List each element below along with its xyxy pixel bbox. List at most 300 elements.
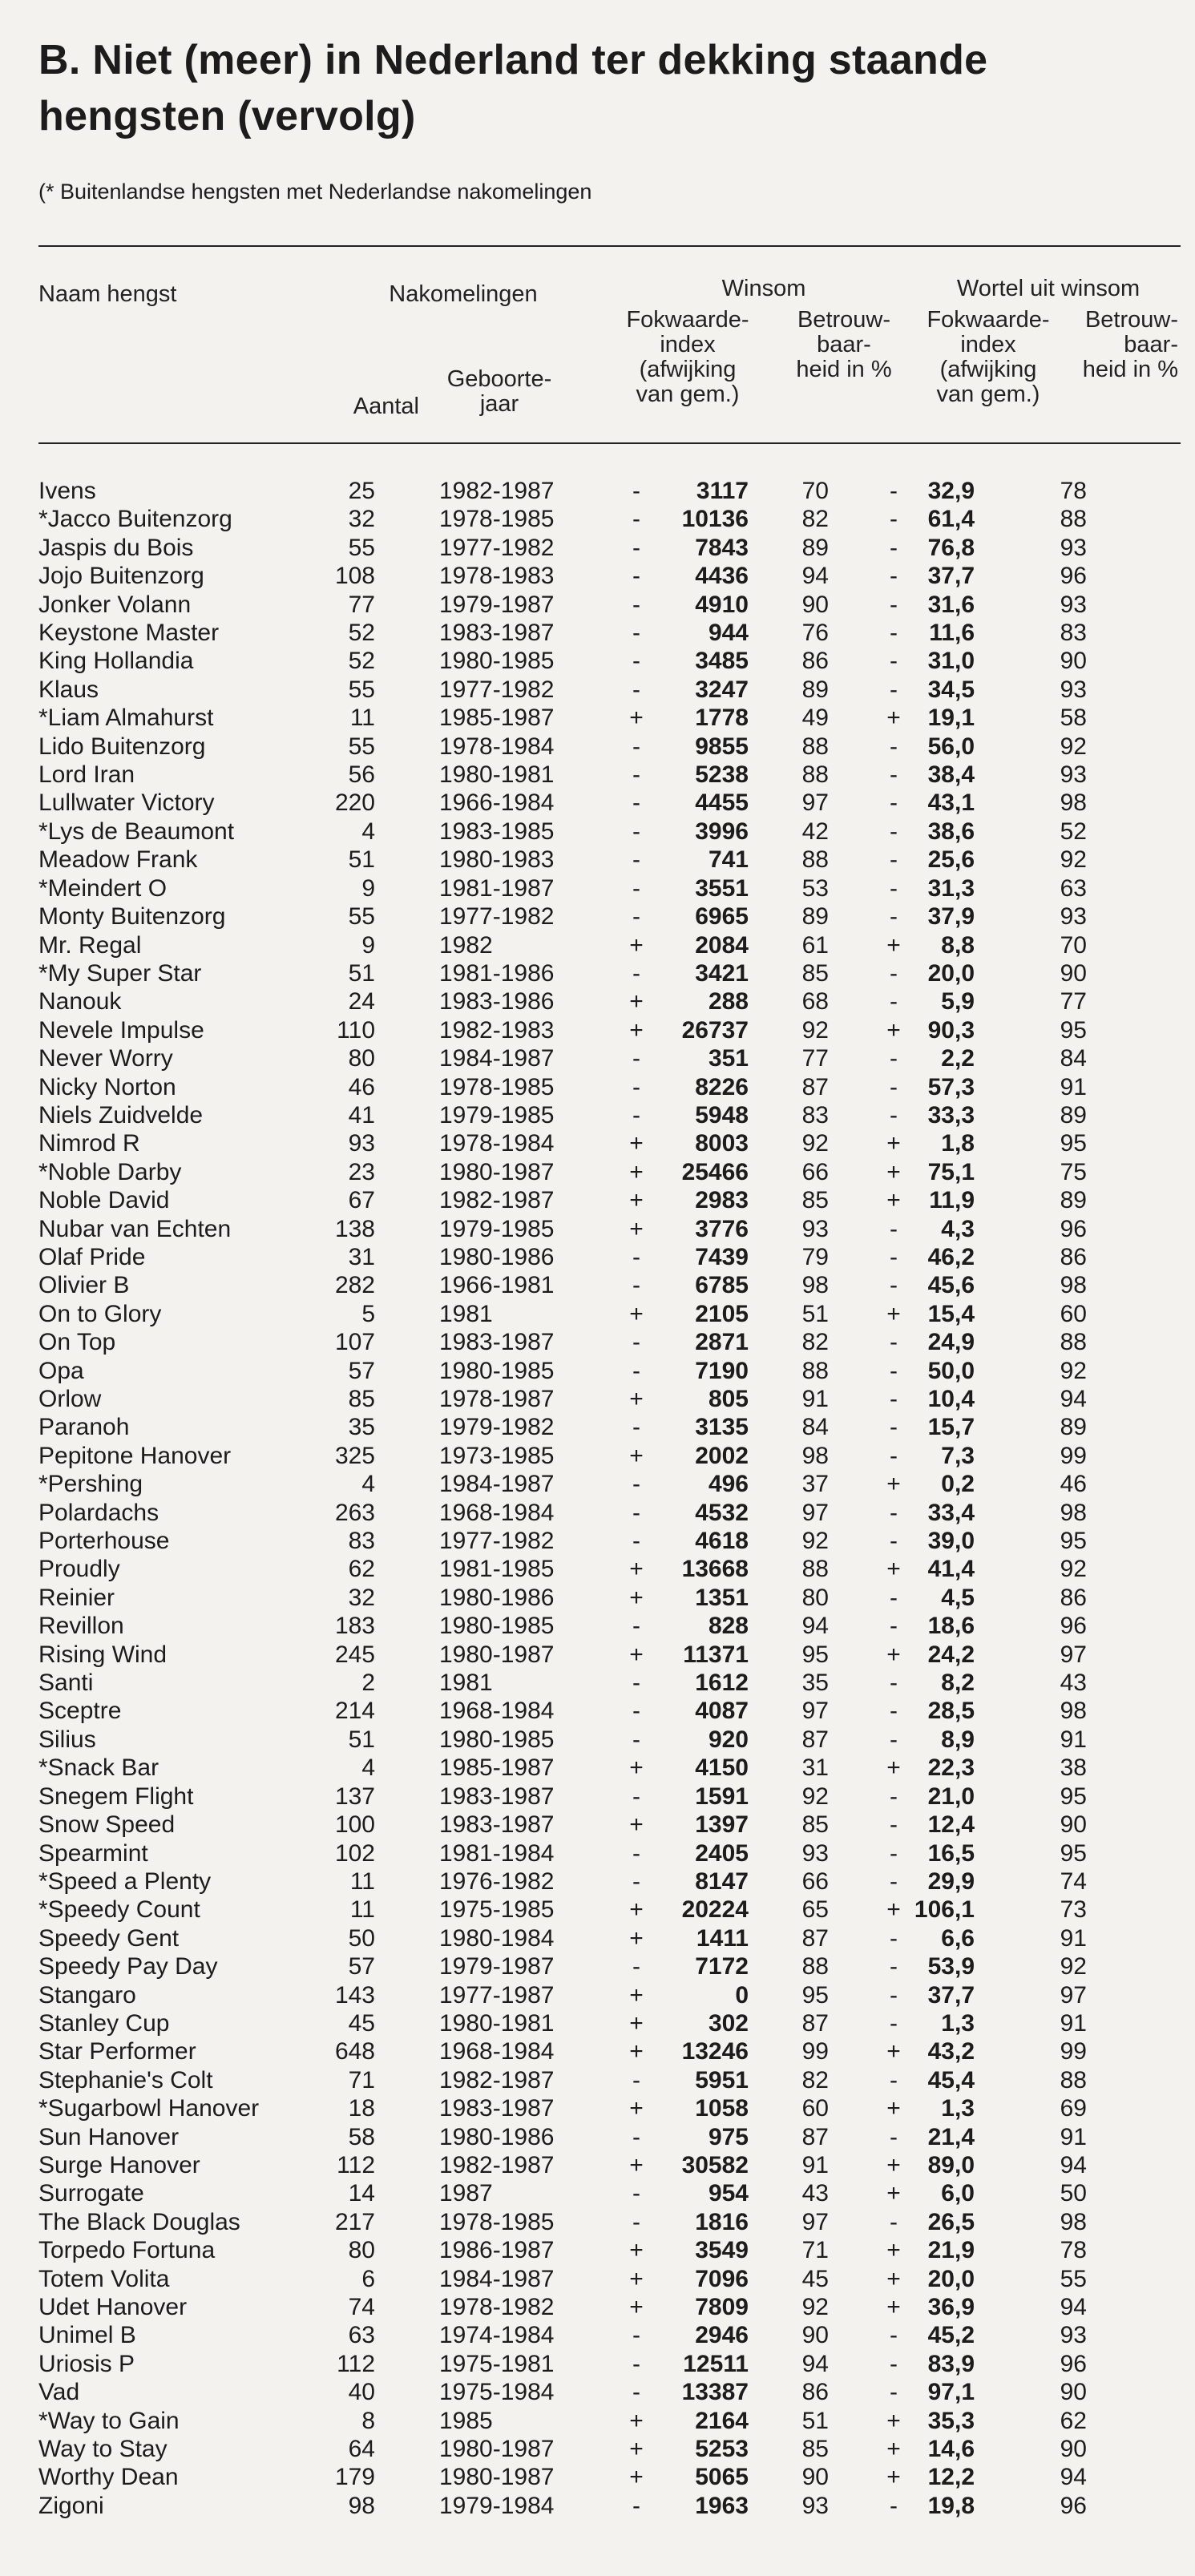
cell-naam: Opa xyxy=(38,1357,84,1384)
cell-winsom-teken: - xyxy=(632,1073,640,1100)
cell-aantal: 32 xyxy=(348,1584,375,1611)
table-row xyxy=(38,1783,1087,1811)
cell-wortel-betrouwbaarheid: 96 xyxy=(1060,563,1087,590)
cell-wortel-teken: - xyxy=(890,733,898,760)
cell-aantal: 245 xyxy=(334,1641,375,1668)
cell-wortel-teken: - xyxy=(890,1272,898,1299)
cell-naam: Noble David xyxy=(38,1187,170,1214)
cell-winsom-teken: + xyxy=(629,1641,644,1668)
table-row xyxy=(38,1413,1087,1441)
cell-geboortejaar: 1984-1987 xyxy=(439,2265,555,2292)
cell-geboortejaar: 1975-1981 xyxy=(439,2350,555,2377)
cell-winsom-fokwaarde: 3549 xyxy=(695,2237,749,2264)
header-aantal: Aantal xyxy=(353,394,419,419)
cell-wortel-teken: - xyxy=(890,2208,898,2235)
cell-wortel-betrouwbaarheid: 94 xyxy=(1060,2294,1087,2320)
cell-winsom-teken: - xyxy=(632,1613,640,1640)
table-row xyxy=(38,2407,1087,2435)
cell-wortel-teken: + xyxy=(886,1187,901,1214)
cell-winsom-fokwaarde: 3776 xyxy=(695,1215,749,1242)
cell-geboortejaar: 1979-1987 xyxy=(439,591,555,618)
cell-wortel-teken: - xyxy=(890,2379,898,2406)
cell-naam: Uriosis P xyxy=(38,2350,135,2377)
cell-winsom-teken: - xyxy=(632,534,640,561)
table-row xyxy=(38,1328,1087,1356)
cell-naam: Stangaro xyxy=(38,1981,136,2009)
cell-winsom-teken: + xyxy=(629,705,644,732)
cell-aantal: 80 xyxy=(348,1045,375,1072)
cell-geboortejaar: 1968-1984 xyxy=(439,1499,555,1526)
cell-winsom-fokwaarde: 4150 xyxy=(695,1754,749,1782)
cell-wortel-fokwaarde: 43,2 xyxy=(927,2038,975,2065)
cell-winsom-fokwaarde: 5065 xyxy=(695,2464,749,2491)
cell-aantal: 110 xyxy=(337,1016,375,1044)
cell-winsom-betrouwbaarheid: 66 xyxy=(801,1158,829,1185)
cell-winsom-fokwaarde: 741 xyxy=(708,846,749,874)
cell-aantal: 57 xyxy=(348,1357,375,1384)
table-row xyxy=(38,1044,1087,1072)
cell-naam: Zigoni xyxy=(38,2492,104,2519)
cell-wortel-betrouwbaarheid: 90 xyxy=(1060,2379,1087,2406)
cell-winsom-betrouwbaarheid: 99 xyxy=(801,2038,829,2065)
cell-aantal: 214 xyxy=(334,1698,375,1725)
table-row xyxy=(38,1470,1087,1498)
cell-wortel-betrouwbaarheid: 43 xyxy=(1060,1670,1087,1697)
table-row xyxy=(38,2321,1087,2349)
header-naam: Naam hengst xyxy=(38,281,177,307)
cell-winsom-betrouwbaarheid: 90 xyxy=(801,591,829,618)
cell-wortel-fokwaarde: 11,9 xyxy=(929,1187,975,1214)
cell-naam: *Jacco Buitenzorg xyxy=(38,506,232,533)
cell-wortel-betrouwbaarheid: 78 xyxy=(1060,478,1087,504)
cell-winsom-betrouwbaarheid: 85 xyxy=(801,959,829,987)
cell-wortel-betrouwbaarheid: 90 xyxy=(1060,2436,1087,2463)
cell-naam: Keystone Master xyxy=(38,620,220,647)
cell-wortel-teken: + xyxy=(886,2151,901,2178)
cell-aantal: 74 xyxy=(348,2294,375,2320)
cell-wortel-teken: - xyxy=(890,620,898,647)
cell-aantal: 325 xyxy=(334,1442,375,1469)
cell-aantal: 9 xyxy=(361,931,375,959)
cell-winsom-betrouwbaarheid: 82 xyxy=(801,506,829,533)
cell-winsom-teken: + xyxy=(629,2407,644,2434)
cell-wortel-betrouwbaarheid: 70 xyxy=(1060,931,1087,959)
cell-winsom-betrouwbaarheid: 86 xyxy=(801,648,829,675)
cell-naam: Nimrod R xyxy=(38,1130,140,1157)
cell-aantal: 93 xyxy=(348,1130,375,1157)
cell-winsom-teken: - xyxy=(632,1867,640,1895)
cell-winsom-betrouwbaarheid: 51 xyxy=(801,1300,829,1327)
cell-winsom-betrouwbaarheid: 87 xyxy=(801,1073,829,1100)
cell-wortel-betrouwbaarheid: 83 xyxy=(1060,620,1087,647)
table-row xyxy=(38,1442,1087,1470)
cell-wortel-teken: - xyxy=(890,1670,898,1697)
cell-naam: Snegem Flight xyxy=(38,1783,194,1810)
cell-winsom-betrouwbaarheid: 37 xyxy=(801,1471,829,1498)
cell-geboortejaar: 1983-1987 xyxy=(439,620,555,647)
cell-aantal: 8 xyxy=(361,2407,375,2434)
cell-winsom-teken: + xyxy=(629,1130,644,1157)
cell-wortel-betrouwbaarheid: 99 xyxy=(1060,1442,1087,1469)
cell-winsom-betrouwbaarheid: 87 xyxy=(801,1924,829,1952)
cell-winsom-betrouwbaarheid: 82 xyxy=(801,1329,829,1356)
cell-winsom-betrouwbaarheid: 61 xyxy=(801,931,829,959)
cell-wortel-teken: - xyxy=(890,1499,898,1526)
table-row xyxy=(38,1896,1087,1924)
cell-winsom-betrouwbaarheid: 85 xyxy=(801,2436,829,2463)
cell-winsom-betrouwbaarheid: 76 xyxy=(801,620,829,647)
cell-winsom-teken: + xyxy=(629,2009,644,2037)
cell-wortel-betrouwbaarheid: 94 xyxy=(1060,2151,1087,2178)
cell-wortel-fokwaarde: 31,3 xyxy=(927,874,975,902)
cell-winsom-teken: - xyxy=(632,2322,640,2349)
cell-winsom-teken: + xyxy=(629,1300,644,1327)
cell-aantal: 100 xyxy=(334,1811,375,1839)
cell-winsom-teken: - xyxy=(632,1045,640,1072)
cell-winsom-teken: + xyxy=(629,1981,644,2009)
table-row xyxy=(38,1584,1087,1612)
cell-winsom-betrouwbaarheid: 87 xyxy=(801,1726,829,1753)
cell-winsom-teken: - xyxy=(632,478,640,504)
cell-winsom-teken: + xyxy=(629,1754,644,1782)
cell-naam: Paranoh xyxy=(38,1414,130,1441)
cell-wortel-betrouwbaarheid: 38 xyxy=(1060,1754,1087,1782)
cell-wortel-betrouwbaarheid: 75 xyxy=(1060,1158,1087,1185)
cell-geboortejaar: 1982-1987 xyxy=(439,1187,555,1214)
cell-aantal: 217 xyxy=(334,2208,375,2235)
cell-wortel-teken: - xyxy=(890,2350,898,2377)
table-row xyxy=(38,2151,1087,2179)
cell-wortel-fokwaarde: 12,2 xyxy=(927,2464,975,2491)
cell-naam: Nubar van Echten xyxy=(38,1215,232,1242)
cell-winsom-teken: - xyxy=(632,2180,640,2207)
cell-wortel-teken: + xyxy=(886,2436,901,2463)
cell-winsom-fokwaarde: 7172 xyxy=(695,1953,749,1980)
cell-wortel-fokwaarde: 37,7 xyxy=(927,563,975,590)
cell-wortel-betrouwbaarheid: 88 xyxy=(1060,2066,1087,2094)
cell-wortel-betrouwbaarheid: 96 xyxy=(1060,1613,1087,1640)
cell-aantal: 143 xyxy=(334,1981,375,2009)
cell-wortel-fokwaarde: 1,8 xyxy=(941,1130,975,1157)
cell-wortel-fokwaarde: 33,4 xyxy=(927,1499,975,1526)
cell-winsom-fokwaarde: 3485 xyxy=(695,648,749,675)
header-wortel-fokwaarde: Fokwaarde- index (afwijking van gem.) xyxy=(927,307,1050,407)
cell-naam: *My Super Star xyxy=(38,959,202,987)
cell-wortel-fokwaarde: 21,0 xyxy=(927,1783,975,1810)
cell-winsom-betrouwbaarheid: 88 xyxy=(801,1556,829,1583)
cell-winsom-teken: + xyxy=(629,1896,644,1924)
cell-winsom-fokwaarde: 13246 xyxy=(681,2038,749,2065)
cell-winsom-teken: - xyxy=(632,1414,640,1441)
table-row xyxy=(38,676,1087,704)
cell-aantal: 4 xyxy=(361,1754,375,1782)
cell-wortel-betrouwbaarheid: 90 xyxy=(1060,959,1087,987)
table-row xyxy=(38,959,1087,987)
table-row xyxy=(38,818,1087,846)
cell-aantal: 102 xyxy=(334,1839,375,1867)
cell-wortel-betrouwbaarheid: 93 xyxy=(1060,903,1087,931)
cell-wortel-fokwaarde: 21,4 xyxy=(927,2123,975,2150)
cell-wortel-fokwaarde: 45,4 xyxy=(927,2066,975,2094)
cell-geboortejaar: 1979-1982 xyxy=(439,1414,555,1441)
cell-winsom-teken: + xyxy=(629,1811,644,1839)
cell-winsom-fokwaarde: 4087 xyxy=(695,1698,749,1725)
cell-aantal: 62 xyxy=(348,1556,375,1583)
cell-wortel-betrouwbaarheid: 73 xyxy=(1060,1896,1087,1924)
cell-winsom-teken: - xyxy=(632,903,640,931)
cell-wortel-betrouwbaarheid: 92 xyxy=(1060,1556,1087,1583)
cell-naam: Polardachs xyxy=(38,1499,159,1526)
cell-aantal: 25 xyxy=(348,478,375,504)
cell-aantal: 24 xyxy=(348,988,375,1015)
cell-geboortejaar: 1977-1982 xyxy=(439,1528,555,1555)
cell-naam: Udet Hanover xyxy=(38,2294,188,2320)
cell-winsom-fokwaarde: 7439 xyxy=(695,1243,749,1270)
cell-aantal: 41 xyxy=(348,1101,375,1129)
cell-winsom-teken: - xyxy=(632,563,640,590)
cell-wortel-fokwaarde: 31,0 xyxy=(927,648,975,675)
cell-aantal: 57 xyxy=(348,1953,375,1980)
cell-geboortejaar: 1984-1987 xyxy=(439,1045,555,1072)
cell-winsom-betrouwbaarheid: 89 xyxy=(801,534,829,561)
cell-winsom-betrouwbaarheid: 88 xyxy=(801,761,829,789)
cell-wortel-betrouwbaarheid: 96 xyxy=(1060,2492,1087,2519)
cell-wortel-fokwaarde: 19,1 xyxy=(927,705,975,732)
cell-geboortejaar: 1985 xyxy=(439,2407,493,2434)
cell-geboortejaar: 1978-1985 xyxy=(439,506,555,533)
cell-wortel-teken: - xyxy=(890,761,898,789)
cell-geboortejaar: 1983-1986 xyxy=(439,988,555,1015)
cell-geboortejaar: 1982-1987 xyxy=(439,2066,555,2094)
cell-wortel-fokwaarde: 20,0 xyxy=(927,959,975,987)
cell-wortel-betrouwbaarheid: 88 xyxy=(1060,506,1087,533)
cell-wortel-betrouwbaarheid: 98 xyxy=(1060,1272,1087,1299)
table-row xyxy=(38,2179,1087,2207)
table-row xyxy=(38,2463,1087,2491)
cell-winsom-fokwaarde: 1411 xyxy=(696,1924,749,1952)
cell-winsom-fokwaarde: 5951 xyxy=(695,2066,749,2094)
cell-naam: Speedy Pay Day xyxy=(38,1953,218,1980)
cell-winsom-betrouwbaarheid: 85 xyxy=(801,1187,829,1214)
cell-wortel-betrouwbaarheid: 92 xyxy=(1060,1953,1087,1980)
cell-aantal: 64 xyxy=(348,2436,375,2463)
cell-geboortejaar: 1977-1982 xyxy=(439,676,555,703)
cell-wortel-fokwaarde: 10,4 xyxy=(927,1386,975,1412)
cell-naam: *Pershing xyxy=(38,1471,143,1498)
cell-aantal: 183 xyxy=(334,1613,375,1640)
cell-wortel-betrouwbaarheid: 60 xyxy=(1060,1300,1087,1327)
cell-winsom-fokwaarde: 828 xyxy=(708,1613,749,1640)
cell-wortel-fokwaarde: 8,2 xyxy=(941,1670,975,1697)
cell-winsom-betrouwbaarheid: 60 xyxy=(801,2095,829,2122)
table-row xyxy=(38,1641,1087,1669)
cell-aantal: 137 xyxy=(334,1783,375,1810)
table-row xyxy=(38,761,1087,789)
cell-wortel-betrouwbaarheid: 63 xyxy=(1060,874,1087,902)
cell-wortel-betrouwbaarheid: 96 xyxy=(1060,1215,1087,1242)
cell-winsom-teken: - xyxy=(632,620,640,647)
table-row xyxy=(38,846,1087,874)
cell-aantal: 80 xyxy=(348,2237,375,2264)
cell-wortel-teken: + xyxy=(886,1016,901,1044)
cell-aantal: 55 xyxy=(348,676,375,703)
cell-winsom-fokwaarde: 975 xyxy=(708,2123,749,2150)
cell-winsom-fokwaarde: 1058 xyxy=(695,2095,749,2122)
cell-naam: Worthy Dean xyxy=(38,2464,179,2491)
cell-winsom-teken: - xyxy=(632,959,640,987)
cell-winsom-teken: - xyxy=(632,1101,640,1129)
cell-geboortejaar: 1978-1985 xyxy=(439,1073,555,1100)
cell-wortel-teken: - xyxy=(890,478,898,504)
cell-winsom-teken: - xyxy=(632,591,640,618)
cell-wortel-teken: - xyxy=(890,1073,898,1100)
cell-winsom-fokwaarde: 2105 xyxy=(695,1300,749,1327)
cell-winsom-betrouwbaarheid: 97 xyxy=(801,789,829,817)
cell-wortel-teken: - xyxy=(890,648,898,675)
table-row xyxy=(38,704,1087,732)
cell-wortel-fokwaarde: 19,8 xyxy=(927,2492,975,2519)
cell-wortel-fokwaarde: 24,9 xyxy=(927,1329,975,1356)
cell-wortel-teken: - xyxy=(890,789,898,817)
cell-wortel-betrouwbaarheid: 95 xyxy=(1060,1839,1087,1867)
header-nakomelingen: Nakomelingen xyxy=(389,281,538,307)
cell-naam: Olivier B xyxy=(38,1272,130,1299)
cell-geboortejaar: 1966-1981 xyxy=(439,1272,555,1299)
cell-winsom-betrouwbaarheid: 66 xyxy=(801,1867,829,1895)
cell-winsom-fokwaarde: 2405 xyxy=(695,1839,749,1867)
cell-winsom-fokwaarde: 7809 xyxy=(695,2294,749,2320)
cell-wortel-fokwaarde: 22,3 xyxy=(927,1754,975,1782)
table-row xyxy=(38,1697,1087,1725)
cell-wortel-fokwaarde: 6,0 xyxy=(941,2180,975,2207)
cell-aantal: 35 xyxy=(348,1414,375,1441)
table-row xyxy=(38,2236,1087,2264)
cell-winsom-fokwaarde: 3135 xyxy=(695,1414,749,1441)
cell-naam: Sun Hanover xyxy=(38,2123,180,2150)
table-row xyxy=(38,534,1087,562)
cell-winsom-fokwaarde: 25466 xyxy=(681,1158,749,1185)
table-row xyxy=(38,1129,1087,1157)
cell-aantal: 648 xyxy=(334,2038,375,2065)
cell-wortel-teken: - xyxy=(890,2492,898,2519)
cell-aantal: 138 xyxy=(334,1215,375,1242)
table-row xyxy=(38,505,1087,533)
header-wortel-uit-winsom: Wortel uit winsom xyxy=(956,276,1140,301)
cell-wortel-fokwaarde: 8,9 xyxy=(941,1726,975,1753)
cell-geboortejaar: 1982-1987 xyxy=(439,478,555,504)
cell-winsom-fokwaarde: 954 xyxy=(708,2180,749,2207)
cell-winsom-teken: - xyxy=(632,1272,640,1299)
cell-naam: Torpedo Fortuna xyxy=(38,2237,216,2264)
cell-winsom-fokwaarde: 9855 xyxy=(695,733,749,760)
table-row xyxy=(38,1726,1087,1754)
cell-naam: *Noble Darby xyxy=(38,1158,182,1185)
table-row xyxy=(38,1271,1087,1299)
cell-aantal: 52 xyxy=(348,648,375,675)
cell-winsom-betrouwbaarheid: 93 xyxy=(801,1215,829,1242)
cell-wortel-fokwaarde: 4,5 xyxy=(941,1584,975,1611)
cell-winsom-fokwaarde: 944 xyxy=(708,620,749,647)
cell-winsom-fokwaarde: 2871 xyxy=(695,1329,749,1356)
cell-wortel-teken: - xyxy=(890,1528,898,1555)
cell-wortel-fokwaarde: 2,2 xyxy=(941,1045,975,1072)
table-row xyxy=(38,1243,1087,1271)
cell-winsom-teken: + xyxy=(629,1386,644,1412)
cell-winsom-teken: + xyxy=(629,1187,644,1214)
cell-aantal: 55 xyxy=(348,534,375,561)
cell-winsom-teken: - xyxy=(632,818,640,845)
table-row xyxy=(38,1073,1087,1101)
cell-winsom-fokwaarde: 496 xyxy=(708,1471,749,1498)
cell-winsom-fokwaarde: 11371 xyxy=(683,1641,749,1668)
cell-winsom-betrouwbaarheid: 92 xyxy=(801,1528,829,1555)
cell-geboortejaar: 1985-1987 xyxy=(439,705,555,732)
cell-wortel-betrouwbaarheid: 90 xyxy=(1060,1811,1087,1839)
cell-wortel-fokwaarde: 97,1 xyxy=(927,2379,975,2406)
cell-wortel-teken: - xyxy=(890,1243,898,1270)
cell-winsom-betrouwbaarheid: 79 xyxy=(801,1243,829,1270)
table-row xyxy=(38,2066,1087,2094)
cell-wortel-teken: - xyxy=(890,1839,898,1867)
cell-winsom-betrouwbaarheid: 43 xyxy=(801,2180,829,2207)
cell-naam: Spearmint xyxy=(38,1839,148,1867)
cell-naam: Silius xyxy=(38,1726,96,1753)
cell-naam: The Black Douglas xyxy=(38,2208,240,2235)
cell-geboortejaar: 1978-1987 xyxy=(439,1386,555,1412)
cell-wortel-fokwaarde: 0,2 xyxy=(941,1471,975,1498)
cell-winsom-teken: + xyxy=(629,931,644,959)
cell-winsom-betrouwbaarheid: 71 xyxy=(801,2237,829,2264)
cell-wortel-fokwaarde: 12,4 xyxy=(927,1811,975,1839)
cell-winsom-betrouwbaarheid: 82 xyxy=(801,2066,829,2094)
cell-winsom-teken: - xyxy=(632,2350,640,2377)
cell-geboortejaar: 1978-1983 xyxy=(439,563,555,590)
cell-wortel-betrouwbaarheid: 99 xyxy=(1060,2038,1087,2065)
cell-aantal: 55 xyxy=(348,903,375,931)
cell-naam: *Speed a Plenty xyxy=(38,1867,212,1895)
cell-wortel-betrouwbaarheid: 78 xyxy=(1060,2237,1087,2264)
cell-winsom-teken: + xyxy=(629,1016,644,1044)
cell-winsom-betrouwbaarheid: 90 xyxy=(801,2464,829,2491)
cell-aantal: 11 xyxy=(349,705,375,732)
cell-winsom-betrouwbaarheid: 89 xyxy=(801,903,829,931)
cell-wortel-fokwaarde: 4,3 xyxy=(941,1215,975,1242)
cell-geboortejaar: 1980-1983 xyxy=(439,846,555,874)
cell-winsom-fokwaarde: 4532 xyxy=(695,1499,749,1526)
cell-naam: Revillon xyxy=(38,1613,124,1640)
cell-naam: Surge Hanover xyxy=(38,2151,200,2178)
table-row xyxy=(38,2123,1087,2151)
table-row xyxy=(38,2208,1087,2236)
cell-naam: Lido Buitenzorg xyxy=(38,733,206,760)
cell-wortel-betrouwbaarheid: 91 xyxy=(1060,2009,1087,2037)
table-row xyxy=(38,789,1087,817)
cell-winsom-betrouwbaarheid: 77 xyxy=(801,1045,829,1072)
cell-wortel-teken: - xyxy=(890,534,898,561)
cell-wortel-teken: - xyxy=(890,1442,898,1469)
cell-wortel-betrouwbaarheid: 96 xyxy=(1060,2350,1087,2377)
cell-winsom-betrouwbaarheid: 90 xyxy=(801,2322,829,2349)
cell-winsom-teken: + xyxy=(629,2294,644,2320)
cell-winsom-teken: - xyxy=(632,761,640,789)
cell-aantal: 18 xyxy=(348,2095,375,2122)
cell-winsom-fokwaarde: 4910 xyxy=(695,591,749,618)
cell-winsom-teken: - xyxy=(632,2066,640,2094)
cell-wortel-betrouwbaarheid: 86 xyxy=(1060,1243,1087,1270)
cell-naam: King Hollandia xyxy=(38,648,194,675)
table-row xyxy=(38,647,1087,675)
cell-winsom-betrouwbaarheid: 89 xyxy=(801,676,829,703)
